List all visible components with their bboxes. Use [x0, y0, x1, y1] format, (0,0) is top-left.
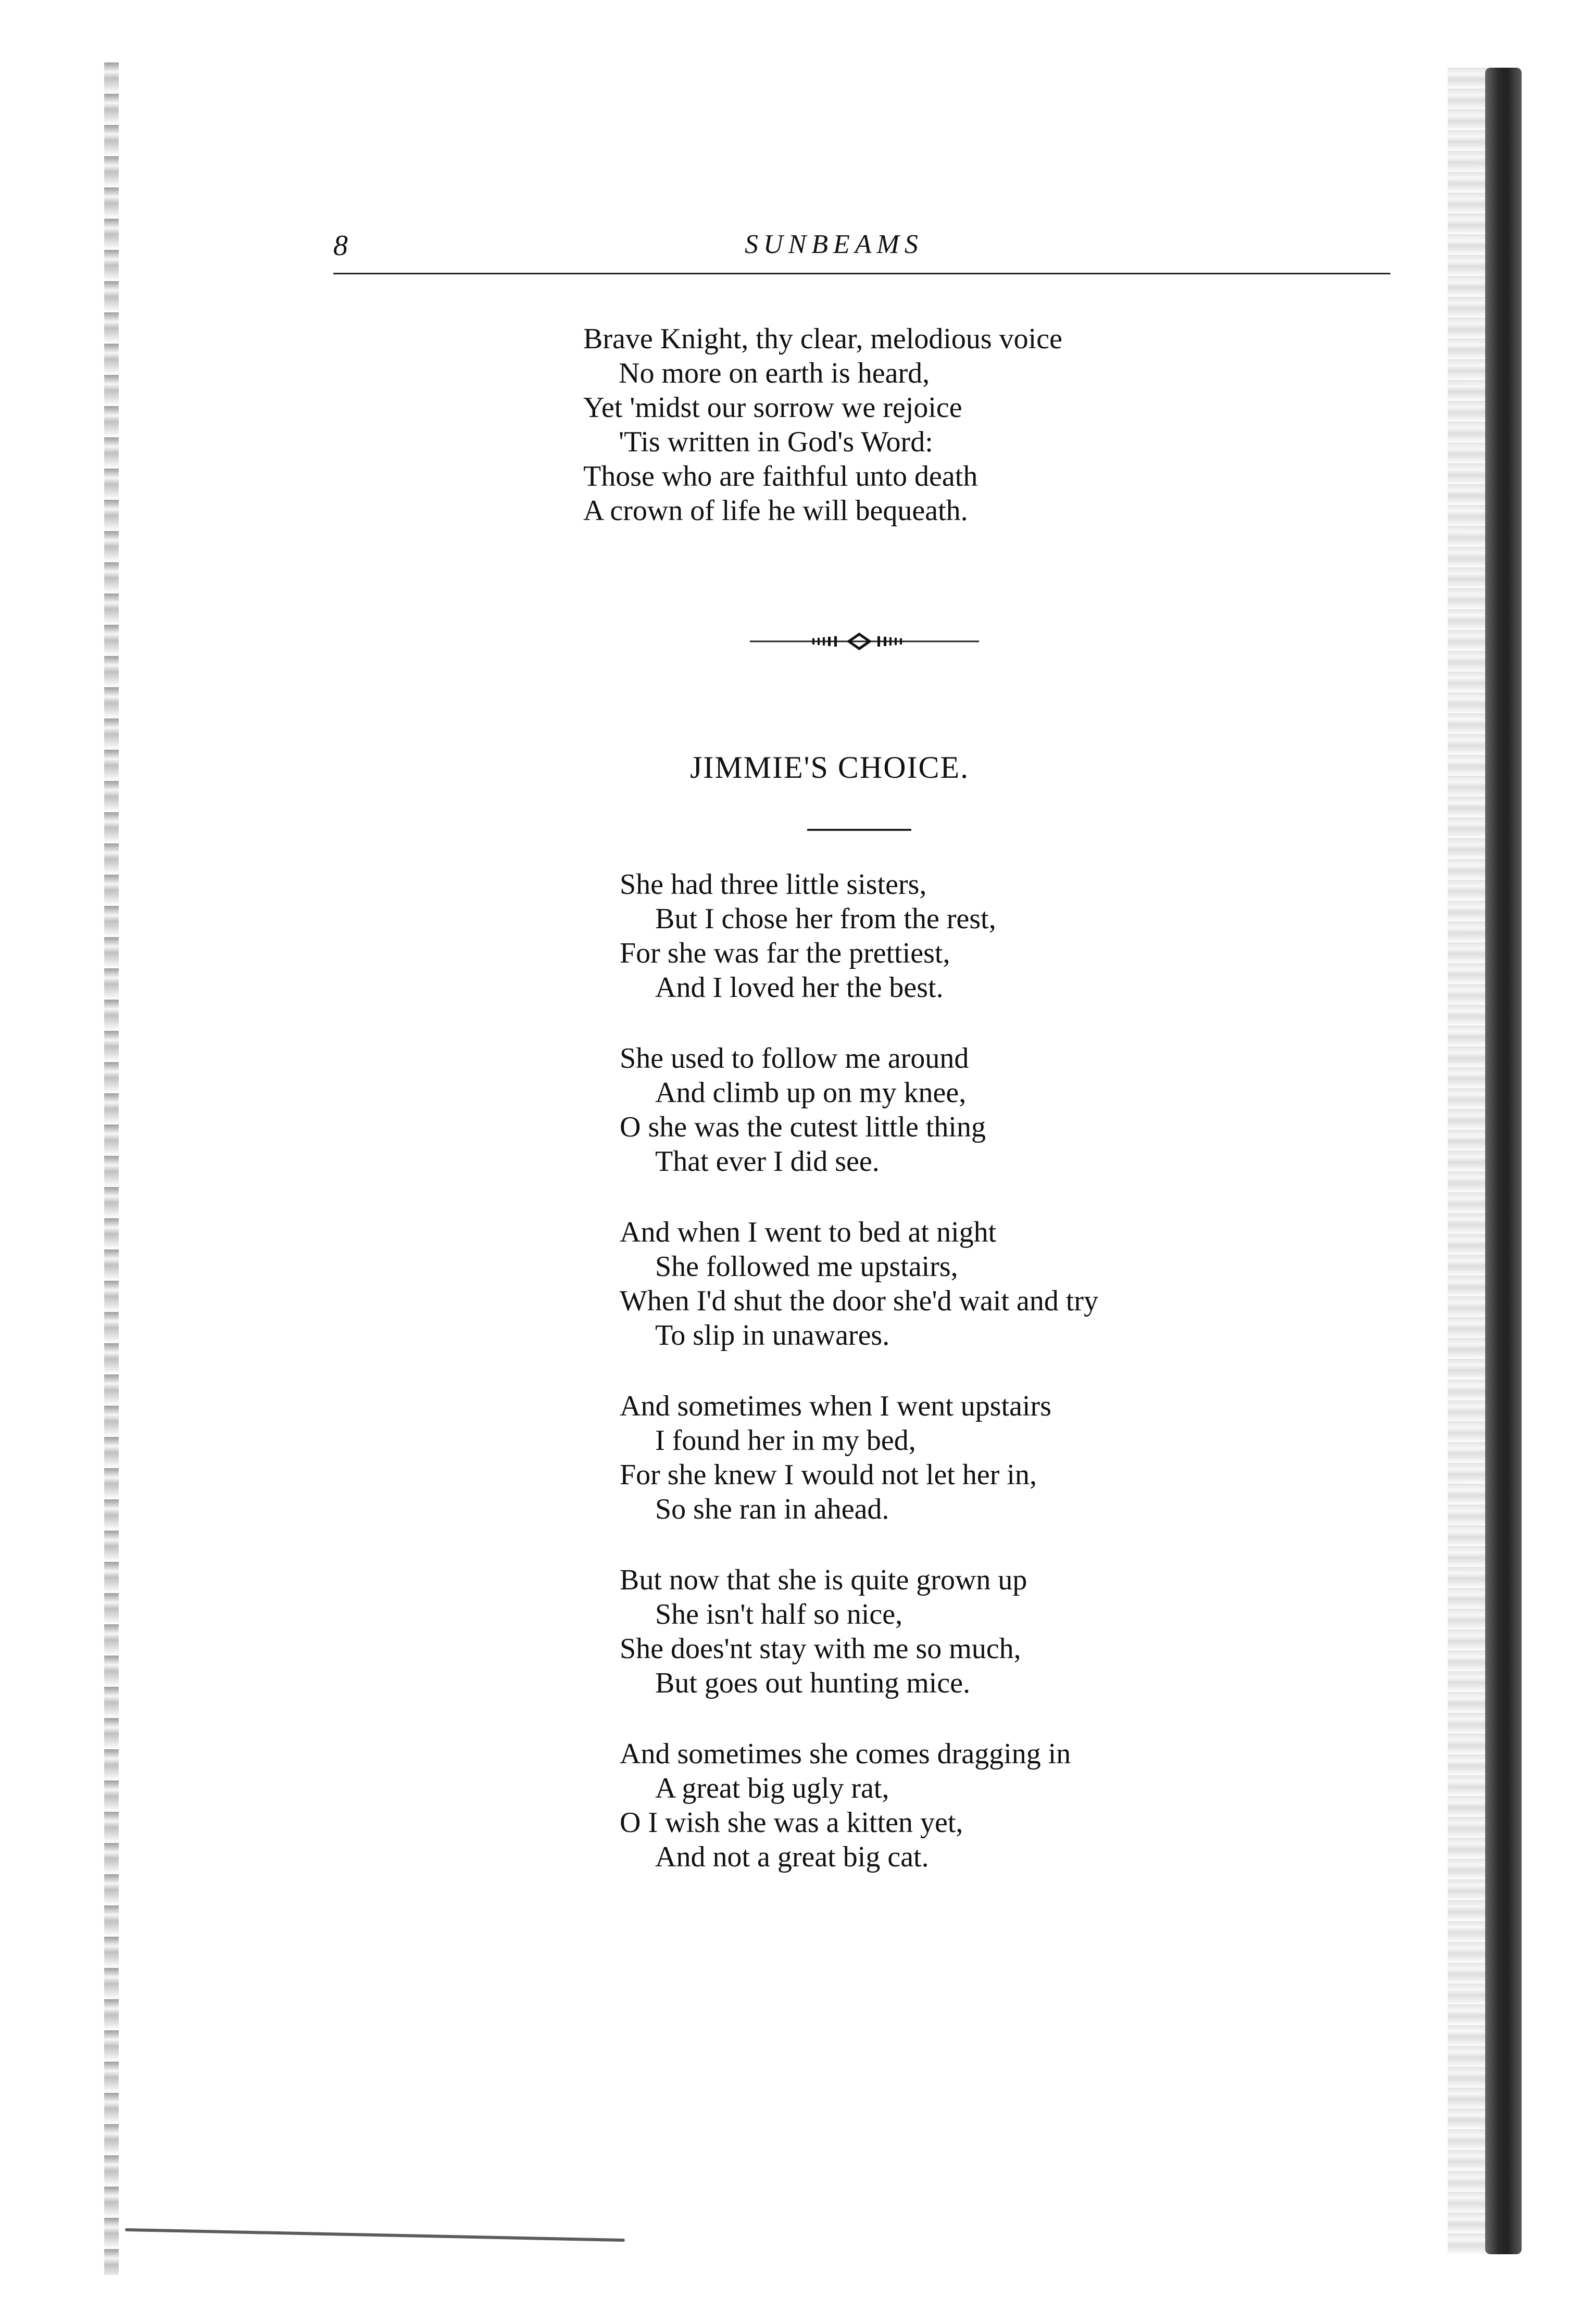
poem-line: But now that she is quite grown up — [620, 1564, 1027, 1596]
stanza-2 — [620, 1041, 986, 1179]
left-binding-edge — [104, 62, 119, 2275]
stanza-4 — [620, 1389, 1051, 1526]
poem-line: O I wish she was a kitten yet, — [620, 1807, 963, 1839]
right-page-edge — [1485, 68, 1522, 2254]
poem-line: I found her in my bed, — [655, 1424, 916, 1457]
stanza-6 — [620, 1737, 1071, 1874]
poem-line: No more on earth is heard, — [619, 357, 930, 389]
poem-line: A great big ugly rat, — [655, 1772, 889, 1804]
poem-line: And sometimes when I went upstairs — [620, 1390, 1051, 1422]
poem-line: She does'nt stay with me so much, — [620, 1633, 1021, 1665]
stanza-1 — [620, 867, 996, 1005]
poem-line: And sometimes she comes dragging in — [620, 1738, 1071, 1770]
poem-line: For she was far the prettiest, — [620, 937, 950, 969]
poem-line: Brave Knight, thy clear, melodious voice — [583, 323, 1062, 355]
stanza-5 — [620, 1563, 1027, 1700]
poem-line: For she knew I would not let her in, — [620, 1459, 1037, 1491]
poem-line: 'Tis written in God's Word: — [619, 426, 933, 458]
poem-line: So she ran in ahead. — [655, 1493, 889, 1525]
poem-line: But I chose her from the rest, — [655, 903, 996, 935]
poem-line: Yet 'midst our sorrow we rejoice — [583, 391, 962, 424]
poem-line: O she was the cutest little thing — [620, 1111, 986, 1143]
poem-line: She followed me upstairs, — [655, 1251, 958, 1283]
header-rule — [333, 273, 1390, 274]
poem-line: But goes out hunting mice. — [655, 1667, 971, 1699]
poem-line: And when I went to bed at night — [620, 1216, 997, 1248]
right-edge-shadow — [1448, 68, 1489, 2254]
poem-line: To slip in unawares. — [655, 1319, 890, 1352]
bottom-smudge — [125, 2228, 625, 2242]
poem-line: And I loved her the best. — [655, 971, 944, 1004]
poem-fragment — [583, 322, 1062, 528]
poem-line: She used to follow me around — [620, 1042, 969, 1075]
stanza-3 — [620, 1215, 1098, 1353]
ornamental-divider — [750, 631, 979, 652]
poem-title: JIMMIE'S CHOICE. — [690, 750, 970, 785]
running-title: SUNBEAMS — [745, 230, 923, 259]
poem-line: That ever I did see. — [655, 1145, 880, 1178]
poem-line: She isn't half so nice, — [655, 1598, 903, 1631]
running-head — [333, 224, 1390, 281]
poem-line: And not a great big cat. — [655, 1841, 929, 1873]
poem-line: And climb up on my knee, — [655, 1077, 967, 1109]
poem-line: When I'd shut the door she'd wait and try — [620, 1285, 1099, 1317]
poem-line: She had three little sisters, — [620, 868, 927, 901]
poem-line: Those who are faithful unto death — [583, 460, 978, 492]
poem-line: A crown of life he will bequeath. — [583, 495, 968, 527]
title-rule — [807, 829, 911, 831]
page-number: 8 — [333, 230, 348, 262]
